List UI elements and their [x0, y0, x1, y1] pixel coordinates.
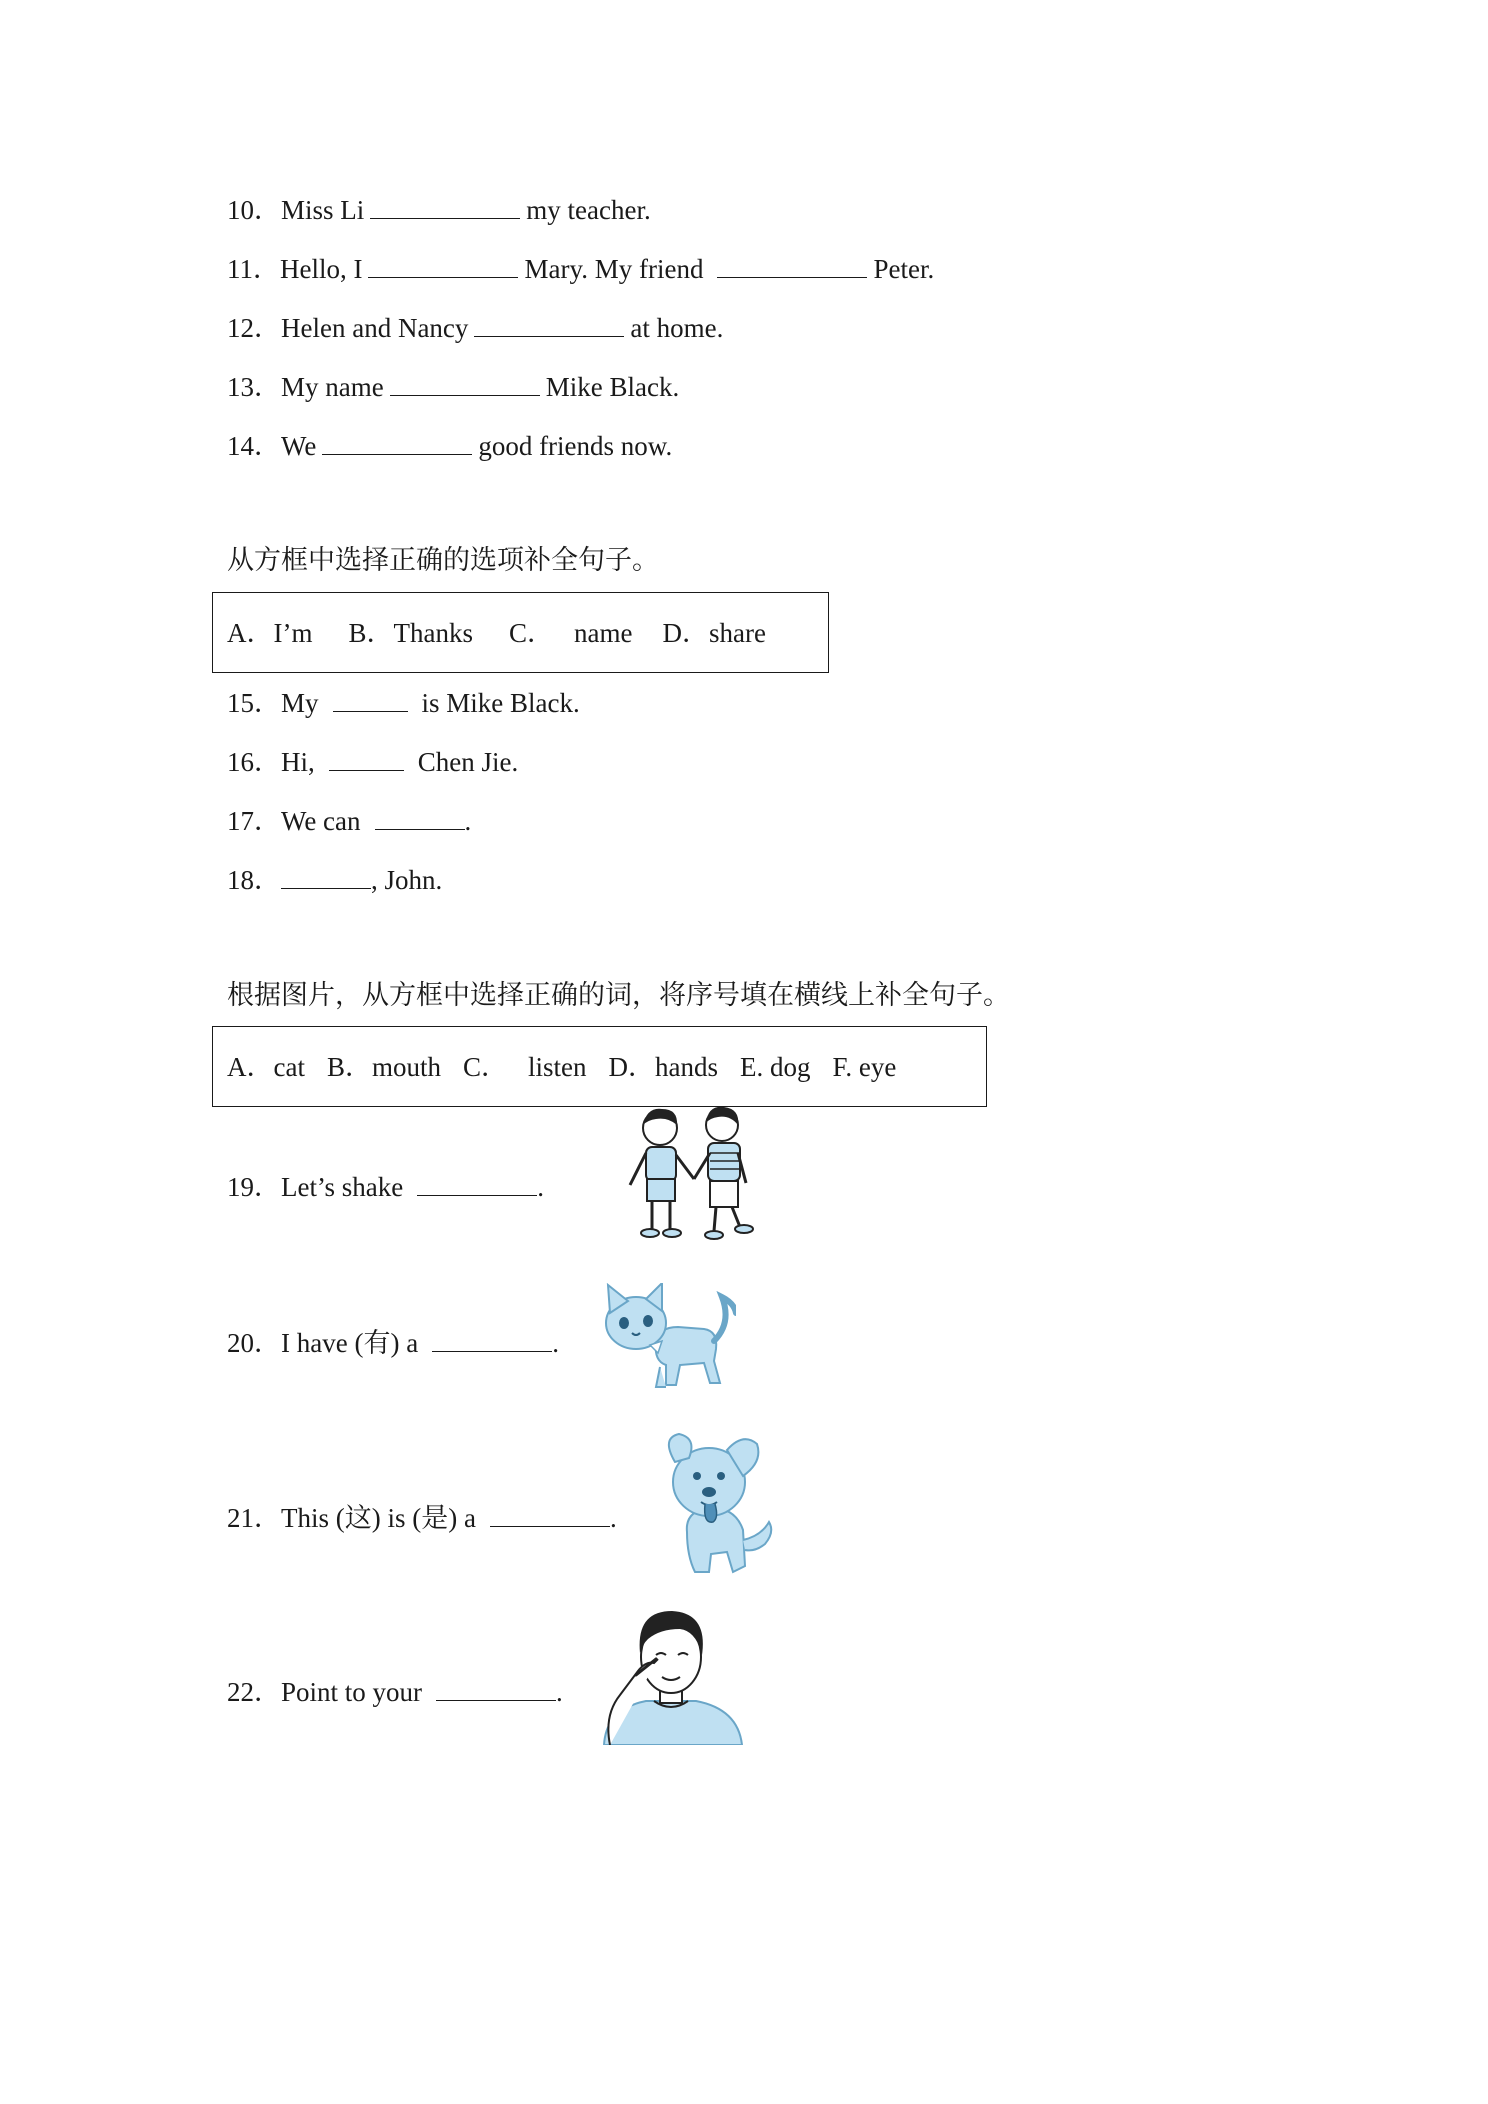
question-number: 15．	[227, 688, 281, 718]
option: A．I’m	[227, 618, 313, 648]
question-text: Miss Li	[281, 195, 365, 225]
question-number: 14．	[227, 431, 281, 461]
option: D．hands	[608, 1052, 718, 1082]
answer-blank[interactable]	[370, 192, 520, 219]
answer-blank[interactable]	[390, 369, 540, 396]
answer-blank[interactable]	[490, 1500, 610, 1527]
question-number: 10．	[227, 195, 281, 225]
question-text: Point to your	[281, 1677, 423, 1707]
question-text: My	[281, 688, 319, 718]
section3-instruction: 根据图片，从方框中选择正确的词，将序号填在横线上补全句子。	[227, 980, 1010, 1011]
question-text: We	[281, 431, 317, 461]
question-text: Peter.	[873, 254, 935, 284]
answer-blank[interactable]	[417, 1169, 537, 1196]
question-number: 20．	[227, 1328, 281, 1358]
question-11	[227, 249, 934, 289]
answer-blank[interactable]	[281, 862, 371, 889]
answer-blank[interactable]	[322, 428, 472, 455]
question-text: is Mike Black.	[421, 688, 580, 718]
question-20	[227, 1323, 559, 1363]
question-21	[227, 1498, 617, 1538]
question-text: .	[609, 1503, 617, 1533]
question-text: .	[537, 1172, 544, 1202]
answer-blank[interactable]	[329, 744, 404, 771]
cat-image	[596, 1283, 736, 1393]
question-text: We can	[281, 806, 361, 836]
question-number: 16．	[227, 747, 281, 777]
question-text: .	[552, 1328, 559, 1358]
question-text: I have (有) a	[281, 1328, 419, 1358]
boys-shaking-hands-image	[612, 1103, 772, 1253]
option: F. eye	[832, 1052, 897, 1082]
question-number: 19．	[227, 1172, 281, 1202]
option: E. dog	[740, 1052, 811, 1082]
question-number: 21．	[227, 1503, 281, 1533]
answer-blank[interactable]	[368, 251, 518, 278]
question-text: Mike Black.	[545, 372, 680, 402]
question-number: 17．	[227, 806, 281, 836]
dog-image	[657, 1432, 777, 1582]
question-number: 11．	[227, 254, 280, 284]
question-text: This (这) is (是) a	[281, 1503, 476, 1533]
question-number: 18．	[227, 865, 281, 895]
option: C．	[508, 618, 554, 648]
section2-instruction: 从方框中选择正确的选项补全句子。	[227, 545, 659, 576]
option: name	[574, 618, 633, 648]
answer-blank[interactable]	[375, 803, 465, 830]
boy-pointing-eye-image	[596, 1605, 746, 1745]
question-text: good friends now.	[478, 431, 673, 461]
option: B．mouth	[326, 1052, 441, 1082]
answer-blank[interactable]	[333, 685, 408, 712]
options-row	[213, 593, 828, 653]
answer-blank[interactable]	[436, 1674, 556, 1701]
question-text: My name	[281, 372, 384, 402]
question-text: Helen and Nancy	[281, 313, 469, 343]
question-12	[227, 308, 723, 348]
question-15	[227, 683, 580, 723]
answer-blank[interactable]	[717, 251, 867, 278]
question-text: , John.	[371, 865, 443, 895]
question-13	[227, 367, 679, 407]
question-18	[227, 860, 442, 900]
question-number: 22．	[227, 1677, 281, 1707]
question-text: Hi,	[281, 747, 315, 777]
question-22	[227, 1672, 563, 1712]
question-17	[227, 801, 471, 841]
question-text: .	[464, 806, 472, 836]
option: D．share	[662, 618, 766, 648]
question-19	[227, 1167, 544, 1207]
question-text: Mary. My friend	[524, 254, 704, 284]
option: listen	[528, 1052, 587, 1082]
options-row	[213, 1027, 986, 1087]
question-10	[227, 190, 651, 230]
question-number: 13．	[227, 372, 281, 402]
options-box	[212, 592, 829, 673]
answer-blank[interactable]	[474, 310, 624, 337]
question-text: Let’s shake	[281, 1172, 404, 1202]
question-16	[227, 742, 518, 782]
question-text: Chen Jie.	[417, 747, 519, 777]
question-text: my teacher.	[526, 195, 651, 225]
answer-blank[interactable]	[432, 1325, 552, 1352]
option: C．	[462, 1052, 508, 1082]
word-box	[212, 1026, 987, 1107]
question-text: Hello, I	[280, 254, 363, 284]
option: A．cat	[227, 1052, 305, 1082]
option: B．Thanks	[348, 618, 473, 648]
question-14	[227, 426, 672, 466]
question-text: .	[556, 1677, 563, 1707]
question-text: at home.	[630, 313, 724, 343]
question-number: 12．	[227, 313, 281, 343]
